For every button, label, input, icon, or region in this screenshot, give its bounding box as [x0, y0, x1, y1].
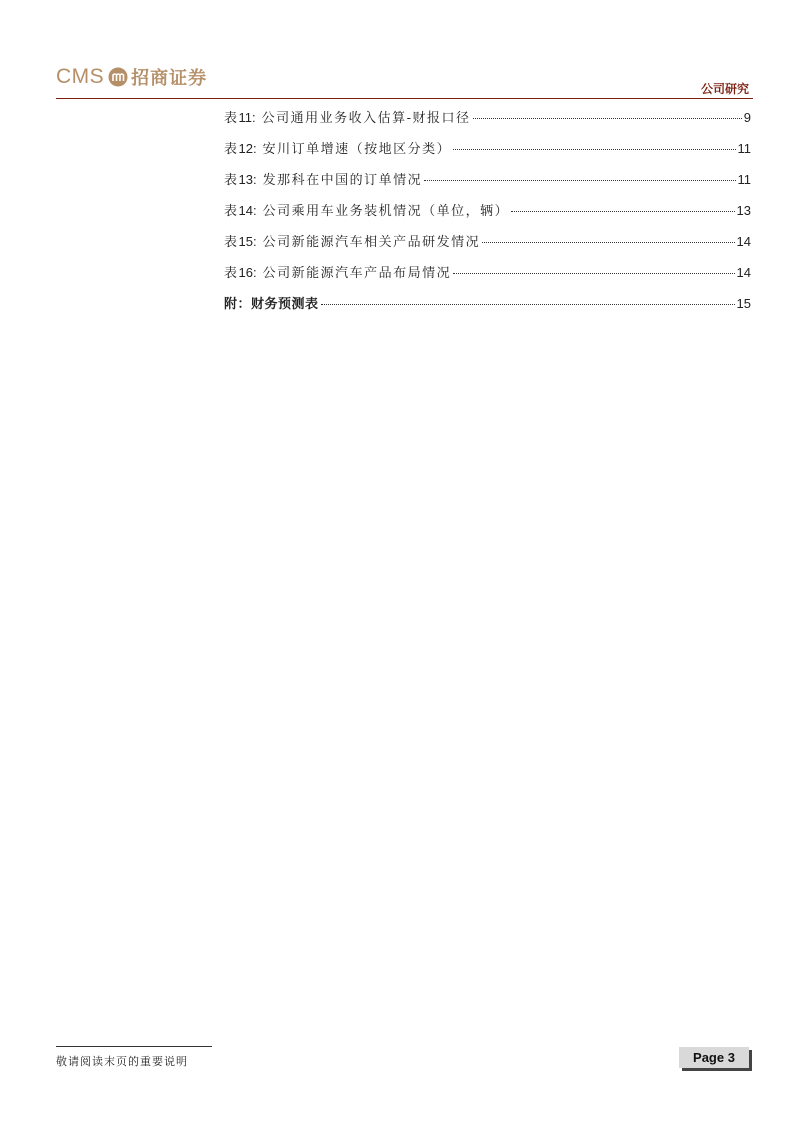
toc-entry-label: 表	[224, 173, 239, 188]
footer-divider	[56, 1046, 212, 1047]
toc-entry-page: 11	[737, 141, 751, 156]
toc-entry-page: 14	[736, 265, 751, 280]
toc-entry-label: 表	[224, 142, 239, 157]
logo-emblem-icon	[108, 67, 128, 87]
company-logo	[56, 62, 207, 92]
header-divider	[56, 98, 753, 99]
page-number-badge: Page 3	[679, 1047, 749, 1068]
toc-dot-leader	[453, 273, 734, 274]
logo-latin-text: CMS	[56, 65, 105, 88]
toc-dot-leader	[482, 242, 734, 243]
toc-entry-page: 9	[743, 110, 751, 125]
toc-entry-page: 14	[736, 234, 751, 249]
toc-entry-title: 公司通用业务收入估算-财报口径	[261, 111, 471, 126]
toc-entry[interactable]	[224, 262, 751, 293]
page-footer	[56, 1046, 753, 1076]
toc-entry-title: 公司新能源汽车相关产品研发情况	[262, 235, 481, 250]
toc-entry-page: 11	[737, 172, 751, 187]
toc-entry[interactable]	[224, 107, 751, 138]
toc-entry[interactable]	[224, 200, 751, 231]
toc-appendix-title: 附：财务预测表	[224, 297, 319, 312]
toc-entry-number: 13:	[238, 172, 257, 187]
logo-chinese-text: 招商证券	[131, 68, 208, 89]
toc-entry-label: 表	[224, 204, 239, 219]
toc-entry-number: 16:	[238, 265, 257, 280]
toc-entry-title: 安川订单增速（按地区分类）	[262, 142, 452, 157]
toc-entry[interactable]	[224, 169, 751, 200]
toc-dot-leader	[424, 180, 735, 181]
toc-entry[interactable]	[224, 231, 751, 262]
toc-dot-leader	[321, 304, 735, 305]
toc-entry-title: 公司乘用车业务装机情况（单位，辆）	[262, 204, 510, 219]
toc-entry-label: 表	[224, 111, 239, 126]
toc-entry-title: 公司新能源汽车产品布局情况	[262, 266, 452, 281]
toc-entry[interactable]	[224, 138, 751, 169]
toc-entry-number: 14:	[238, 203, 257, 218]
disclaimer-note: 敬请阅读末页的重要说明	[56, 1055, 188, 1068]
toc-dot-leader	[453, 149, 735, 150]
page-header	[56, 58, 753, 100]
toc-entry-number: 11:	[238, 110, 256, 125]
section-label: 公司研究	[700, 82, 749, 96]
toc-entry-label: 表	[224, 235, 239, 250]
toc-dot-leader	[511, 211, 734, 212]
toc-entry-number: 15:	[238, 234, 257, 249]
toc-dot-leader	[473, 118, 742, 119]
toc-entry-page: 13	[736, 203, 751, 218]
toc-entry-label: 表	[224, 266, 239, 281]
toc-appendix-page: 15	[736, 296, 751, 311]
toc-entry-title: 发那科在中国的订单情况	[262, 173, 423, 188]
table-of-contents	[224, 107, 751, 324]
toc-appendix-entry[interactable]	[224, 293, 751, 324]
toc-entry-number: 12:	[238, 141, 257, 156]
